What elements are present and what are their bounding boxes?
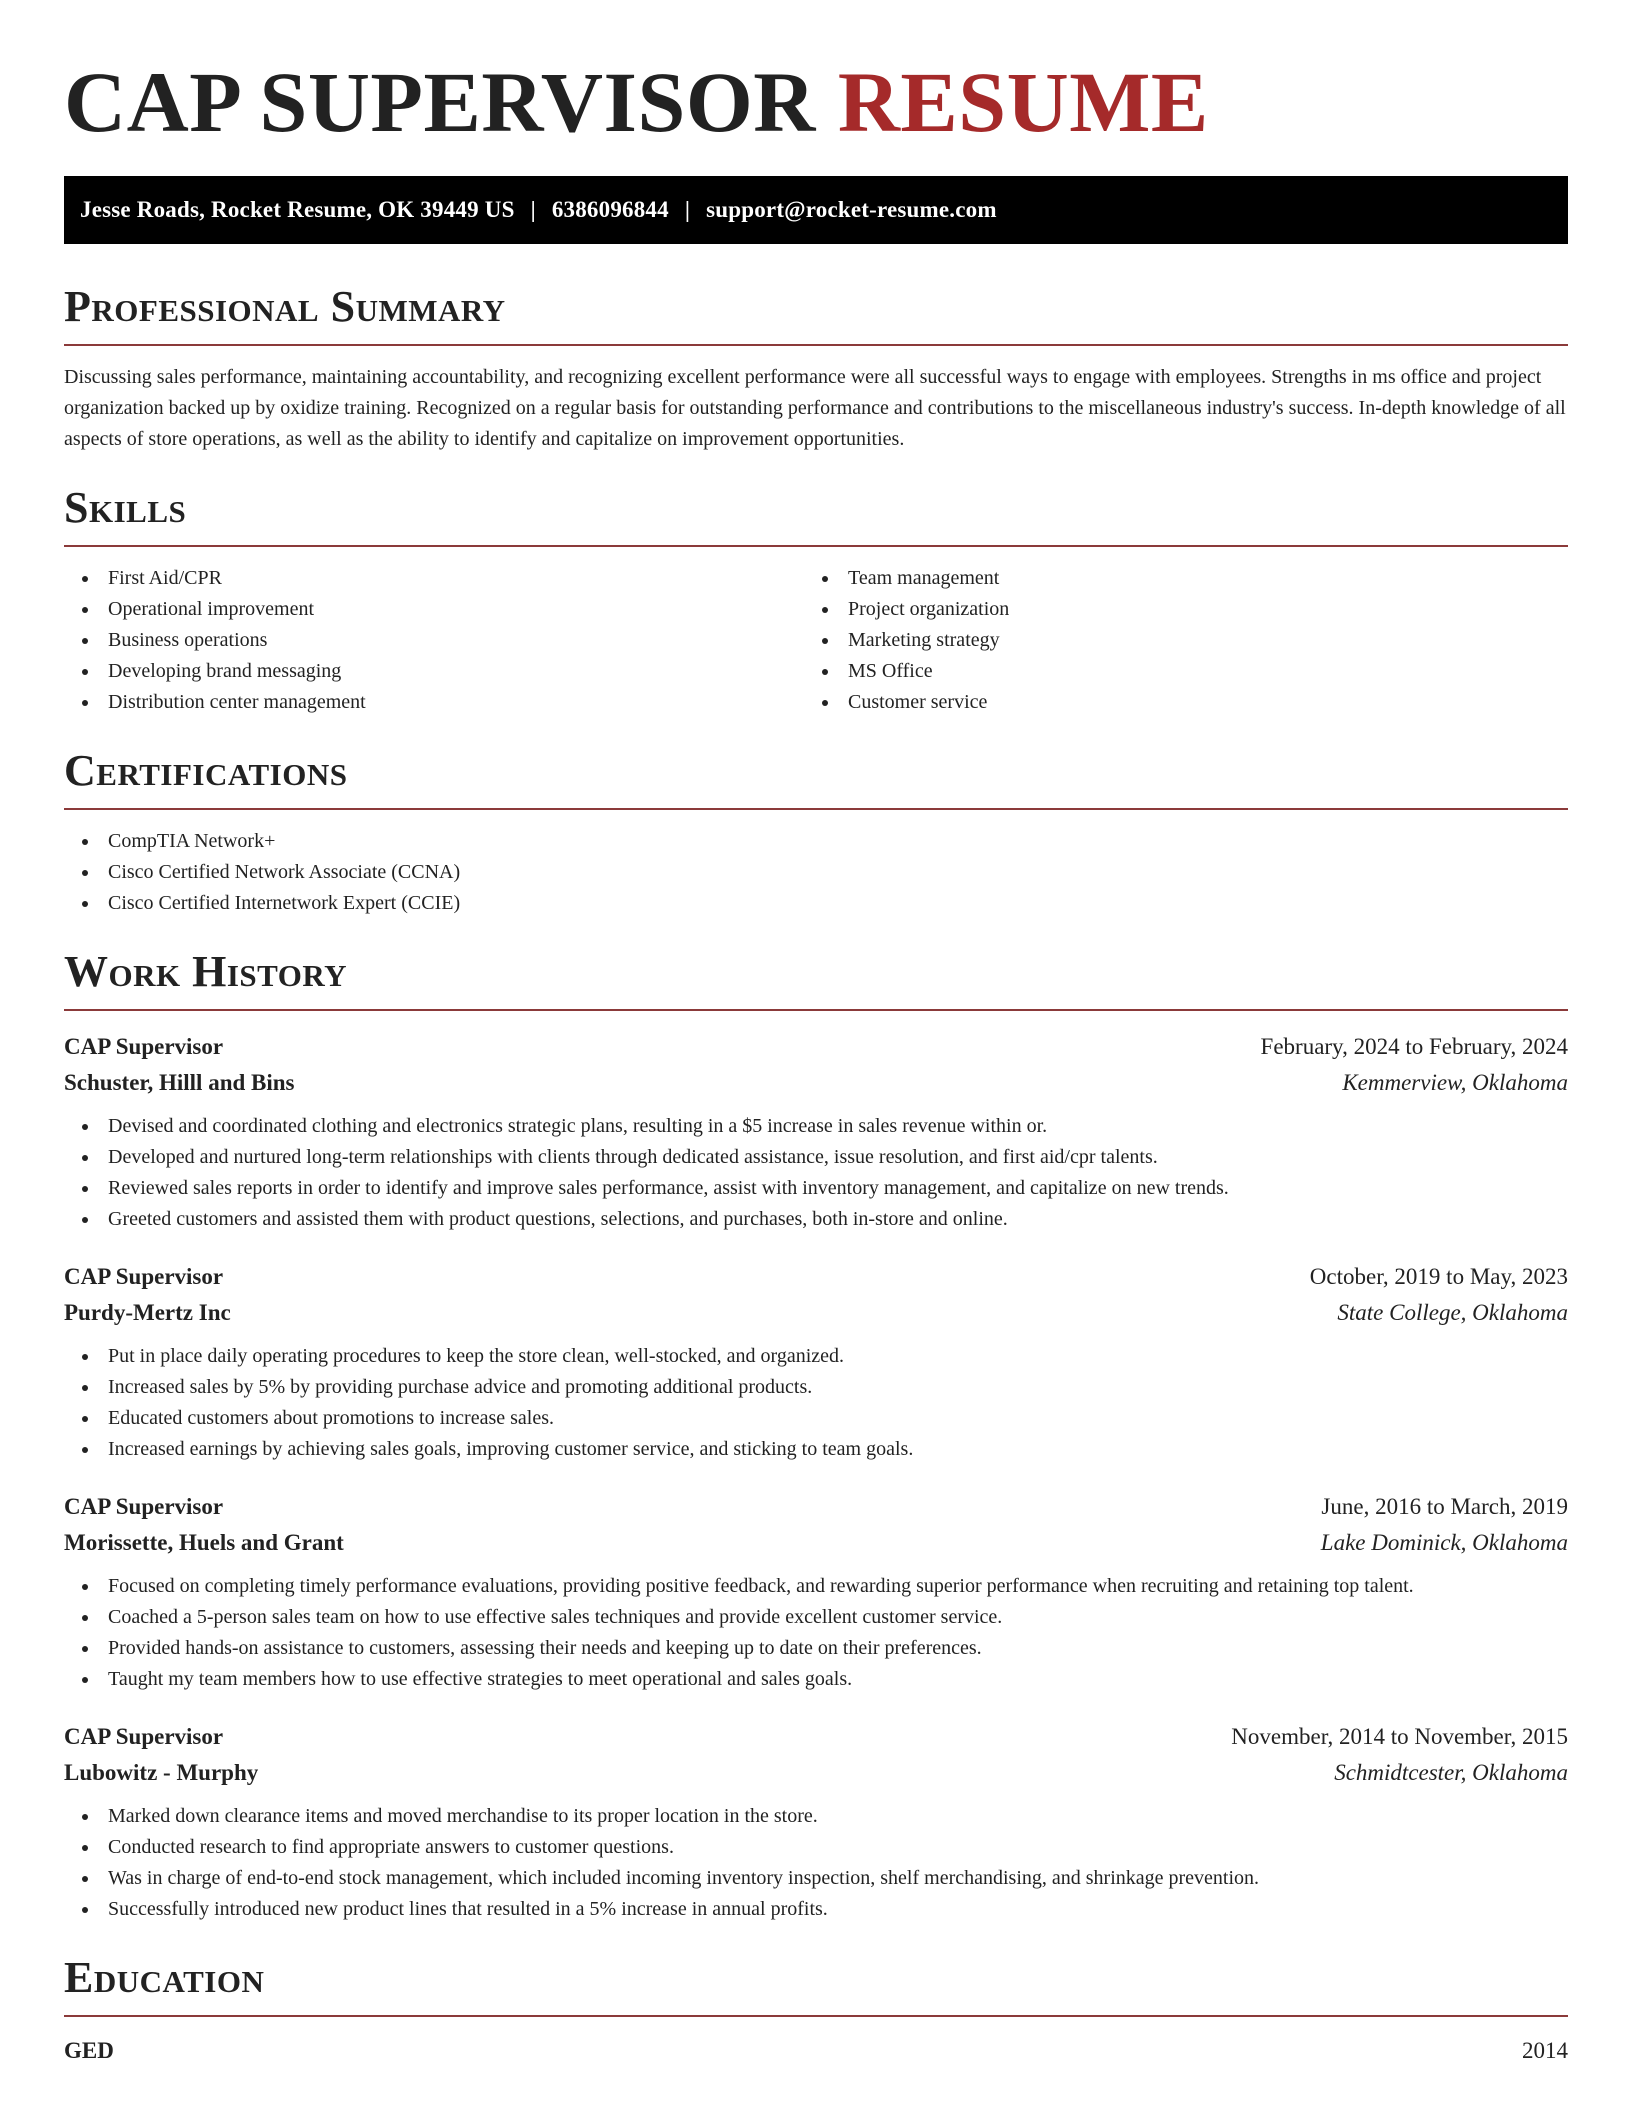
section-heading: Certifications (64, 746, 348, 795)
summary-text: Discussing sales performance, maintaining accountability, and recognizing excellent performance were all successful ways to engage with employees. Strengths in ms office and project organization backed up by oxidize training. Recognized on a regular basis for outstanding performance and contributions to the miscellaneous industry's success. In-depth knowledge of all aspects of store operations, as well as the ability to identify and capitalize on improvement opportunities. (64, 366, 1566, 450)
job-bullet: Successfully introduced new product lines that resulted in a 5% increase in annual profits. (64, 1894, 1568, 1925)
resume-page (64, 0, 1568, 2069)
job-title: CAP Supervisor (64, 1494, 224, 1519)
job-bullet: Put in place daily operating procedures to keep the store clean, well-stocked, and organized. (64, 1341, 1568, 1372)
job-bullet: Coached a 5-person sales team on how to use effective sales techniques and provide excellent customer service. (64, 1602, 1568, 1633)
job-company-row (64, 1525, 1568, 1561)
skill-item: First Aid/CPR (64, 563, 804, 594)
job-header-row (64, 1719, 1568, 1755)
section-divider (64, 1009, 1568, 1011)
job-bullet: Increased sales by 5% by providing purchase advice and promoting additional products. (64, 1372, 1568, 1403)
section-heading: Education (64, 1953, 265, 2002)
contact-bar (64, 176, 1568, 244)
job-bullets (64, 1571, 1568, 1695)
skills-grid (64, 563, 1568, 718)
job-entry (64, 1719, 1568, 1925)
job-bullets (64, 1111, 1568, 1235)
job-header-row (64, 1489, 1568, 1525)
job-bullet: Greeted customers and assisted them with product questions, selections, and purchases, both in-store and online. (64, 1204, 1568, 1235)
title-main: CAP SUPERVISOR (64, 54, 816, 150)
job-location: Lake Dominick, Oklahoma (1320, 1530, 1568, 1555)
job-dates: November, 2014 to November, 2015 (1231, 1724, 1568, 1749)
job-bullet: Focused on completing timely performance evaluations, providing positive feedback, and rewarding superior performance when recruiting and retaining top talent. (64, 1571, 1568, 1602)
title-accent: RESUME (837, 54, 1209, 150)
certifications-list (64, 826, 1568, 919)
section-heading: Professional Summary (64, 282, 506, 331)
contact-phone[interactable]: 6386096844 (551, 197, 669, 222)
skill-item: Marketing strategy (804, 625, 1544, 656)
education-degree: GED (64, 2038, 114, 2063)
skill-item: Operational improvement (64, 594, 804, 625)
job-dates: February, 2024 to February, 2024 (1260, 1034, 1568, 1059)
summary-section (64, 280, 1568, 455)
education-year: 2014 (1522, 2038, 1568, 2063)
contact-address: Jesse Roads, Rocket Resume, OK 39449 US (80, 197, 515, 222)
job-bullet: Was in charge of end-to-end stock management, which included incoming inventory inspection, shelf merchandising, and shrinkage prevention. (64, 1863, 1568, 1894)
resume-title (64, 0, 1568, 152)
certifications-section (64, 744, 1568, 919)
skill-item: Customer service (804, 687, 1544, 718)
section-divider (64, 545, 1568, 547)
contact-email[interactable]: support@rocket-resume.com (706, 197, 997, 222)
job-company: Purdy-Mertz Inc (64, 1300, 231, 1325)
job-header-row (64, 1029, 1568, 1065)
job-title: CAP Supervisor (64, 1264, 224, 1289)
job-company: Lubowitz - Murphy (64, 1760, 259, 1785)
job-title: CAP Supervisor (64, 1724, 224, 1749)
section-heading: Skills (64, 483, 187, 532)
skill-item: Developing brand messaging (64, 656, 804, 687)
job-bullet: Taught my team members how to use effective strategies to meet operational and sales goals. (64, 1664, 1568, 1695)
job-bullet: Devised and coordinated clothing and electronics strategic plans, resulting in a $5 increase in sales revenue within or. (64, 1111, 1568, 1142)
job-dates: June, 2016 to March, 2019 (1321, 1494, 1568, 1519)
job-bullets (64, 1341, 1568, 1465)
job-bullet: Educated customers about promotions to increase sales. (64, 1403, 1568, 1434)
job-company: Morissette, Huels and Grant (64, 1530, 344, 1555)
section-heading: Work History (64, 947, 348, 996)
job-entry (64, 1029, 1568, 1235)
certification-item: CompTIA Network+ (64, 826, 1568, 857)
contact-separator: | (684, 197, 691, 222)
job-company-row (64, 1065, 1568, 1101)
skills-section (64, 481, 1568, 718)
job-company: Schuster, Hilll and Bins (64, 1070, 295, 1095)
job-entry (64, 1259, 1568, 1465)
job-company-row (64, 1755, 1568, 1791)
section-divider (64, 344, 1568, 346)
job-bullets (64, 1801, 1568, 1925)
education-section (64, 1951, 1568, 2069)
job-bullet: Marked down clearance items and moved merchandise to its proper location in the store. (64, 1801, 1568, 1832)
skills-list-right (804, 563, 1544, 718)
job-bullet: Conducted research to find appropriate answers to customer questions. (64, 1832, 1568, 1863)
job-header-row (64, 1259, 1568, 1295)
education-entry (64, 2033, 1568, 2069)
job-bullet: Provided hands-on assistance to customers, assessing their needs and keeping up to date on their preferences. (64, 1633, 1568, 1664)
skill-item: Distribution center management (64, 687, 804, 718)
job-location: Schmidtcester, Oklahoma (1334, 1760, 1568, 1785)
job-location: Kemmerview, Oklahoma (1342, 1070, 1568, 1095)
job-bullet: Reviewed sales reports in order to identify and improve sales performance, assist with inventory management, and capitalize on new trends. (64, 1173, 1568, 1204)
job-location: State College, Oklahoma (1337, 1300, 1568, 1325)
job-bullet: Developed and nurtured long-term relationships with clients through dedicated assistance, issue resolution, and first aid/cpr talents. (64, 1142, 1568, 1173)
certification-item: Cisco Certified Network Associate (CCNA) (64, 857, 1568, 888)
section-divider (64, 808, 1568, 810)
skill-item: Project organization (804, 594, 1544, 625)
contact-separator: | (530, 197, 536, 222)
skills-list-left (64, 563, 804, 718)
skill-item: MS Office (804, 656, 1544, 687)
section-divider (64, 2015, 1568, 2017)
skill-item: Business operations (64, 625, 804, 656)
job-dates: October, 2019 to May, 2023 (1309, 1264, 1568, 1289)
job-entry (64, 1489, 1568, 1695)
job-bullet: Increased earnings by achieving sales goals, improving customer service, and sticking to team goals. (64, 1434, 1568, 1465)
work-history-section (64, 945, 1568, 1925)
job-title: CAP Supervisor (64, 1034, 224, 1059)
skill-item: Team management (804, 563, 1544, 594)
certification-item: Cisco Certified Internetwork Expert (CCIE) (64, 888, 1568, 919)
job-company-row (64, 1295, 1568, 1331)
